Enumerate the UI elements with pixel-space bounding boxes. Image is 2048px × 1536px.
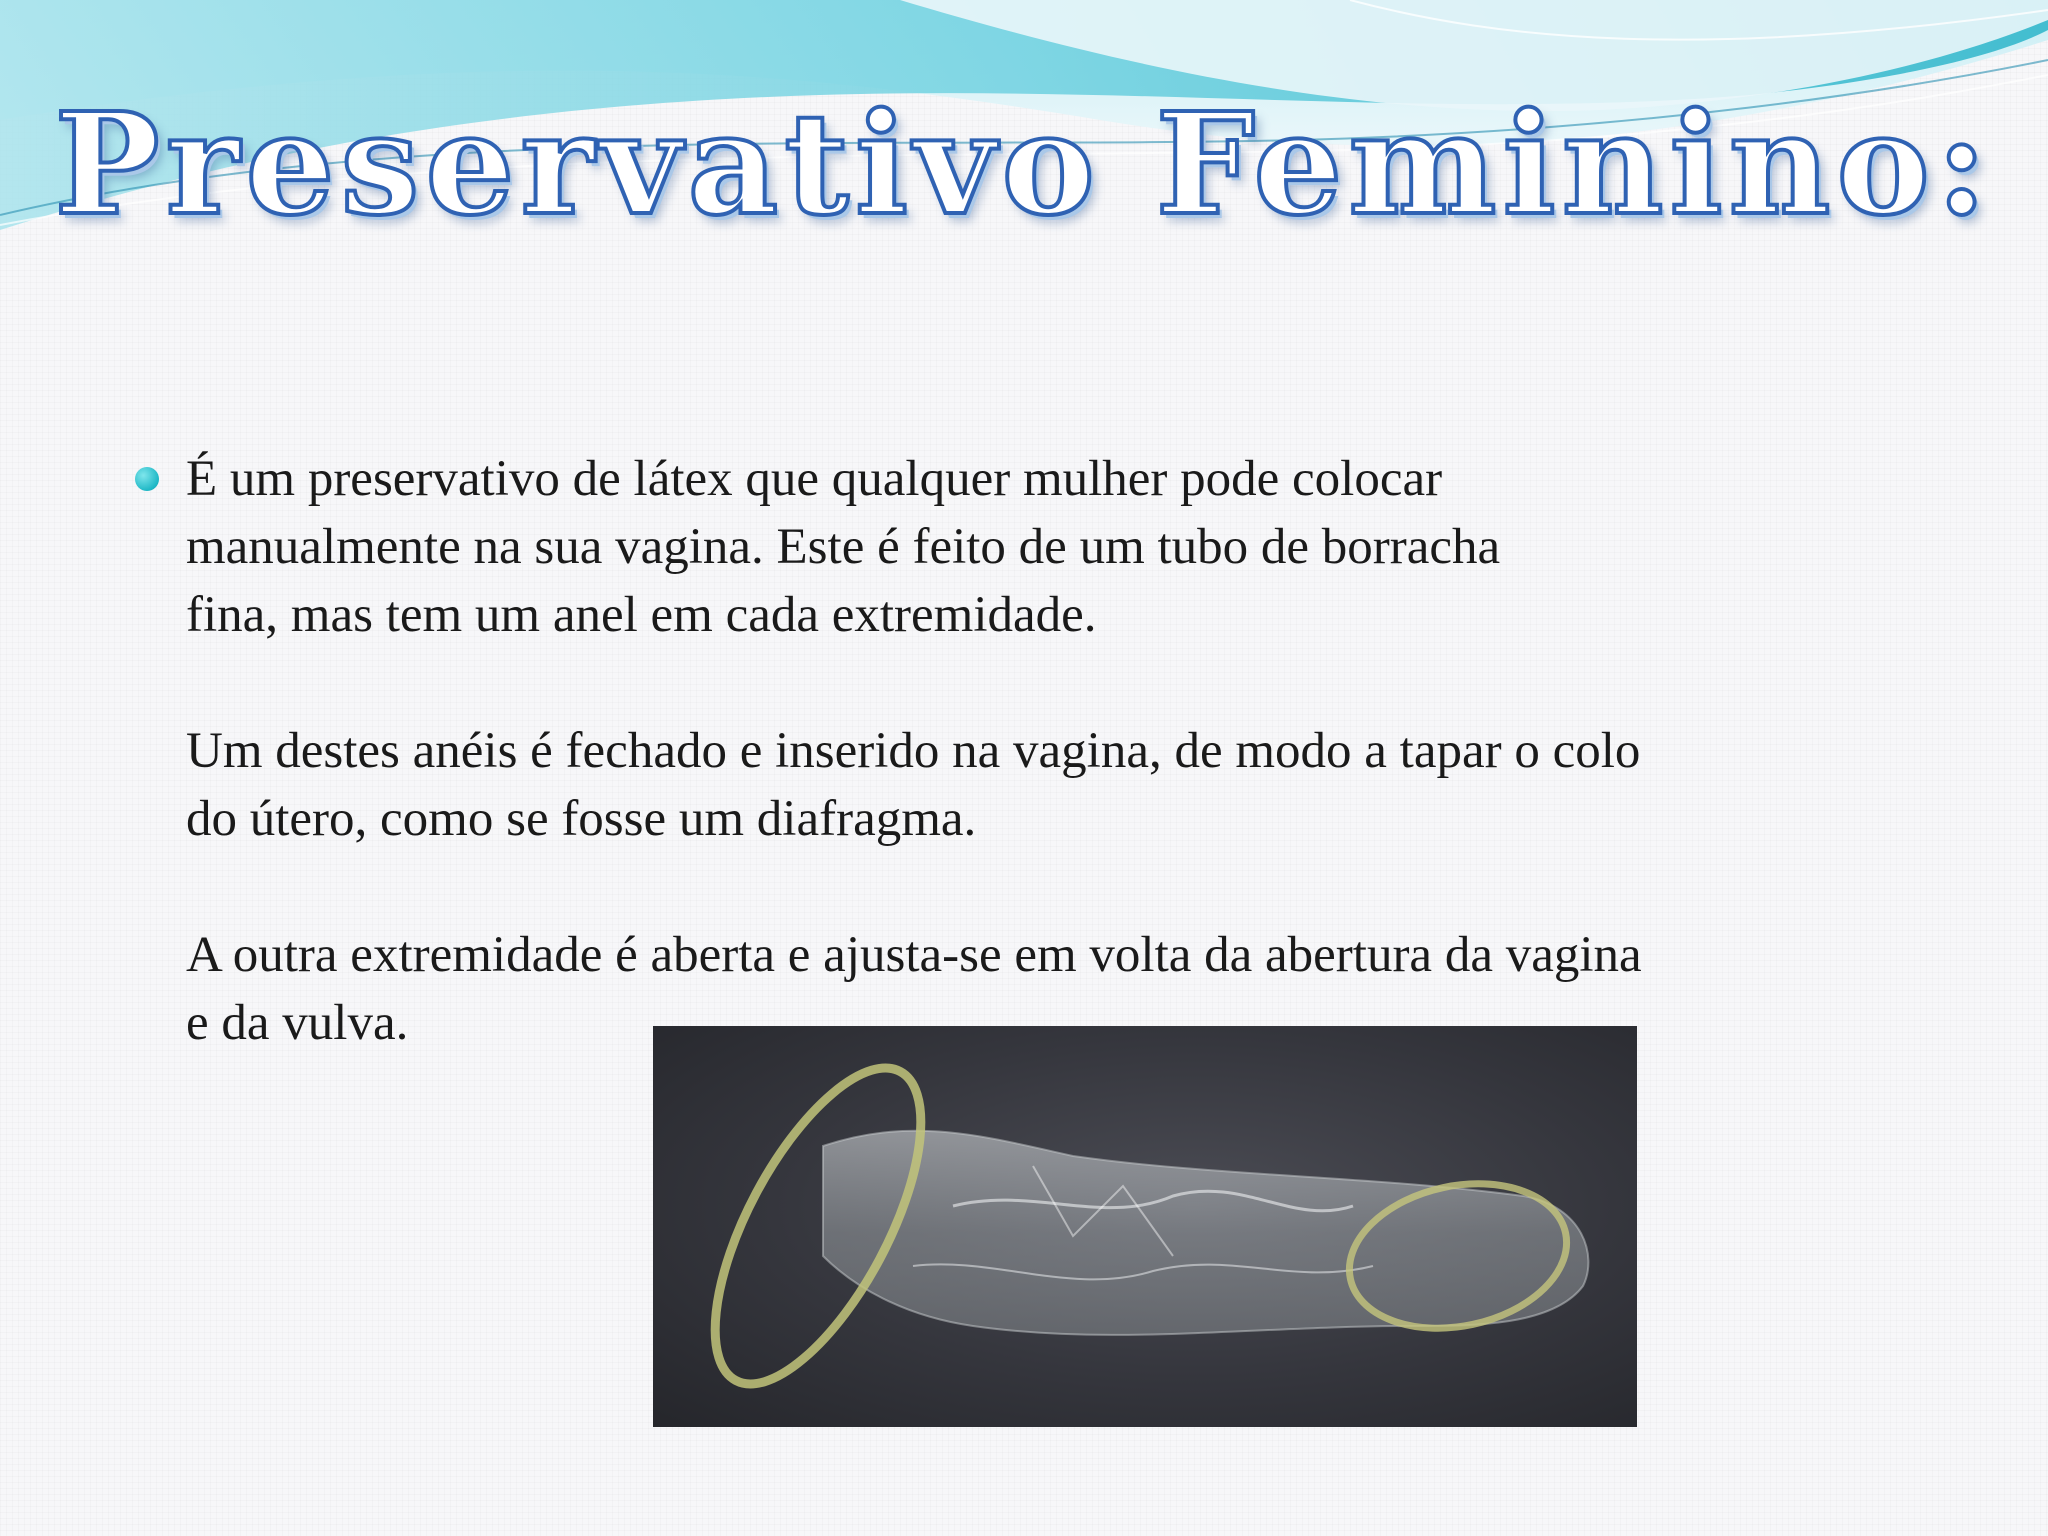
- text-line: fina, mas tem um anel em cada extremidade.: [186, 587, 1097, 643]
- text-line: do útero, como se fosse um diafragma.: [186, 791, 977, 847]
- text-line: manualmente na sua vagina. Este é feito de um tubo de borracha: [186, 519, 1501, 575]
- female-condom-illustration: [653, 1026, 1637, 1427]
- text-line: A outra extremidade é aberta e ajusta-se em volta da abertura da vagina: [186, 927, 1642, 983]
- paragraph: [186, 717, 1926, 853]
- bullet-dot-icon: [135, 467, 159, 491]
- slide-title: Preservativo Feminino:: [54, 83, 1994, 247]
- bullet-text: [186, 445, 1926, 1057]
- female-condom-photo: [653, 1026, 1637, 1427]
- paragraph: [186, 445, 1926, 649]
- text-line: e da vulva.: [186, 995, 409, 1051]
- text-line: É um preservativo de látex que qualquer mulher pode colocar: [186, 451, 1443, 507]
- text-line: Um destes anéis é fechado e inserido na vagina, de modo a tapar o colo: [186, 723, 1641, 779]
